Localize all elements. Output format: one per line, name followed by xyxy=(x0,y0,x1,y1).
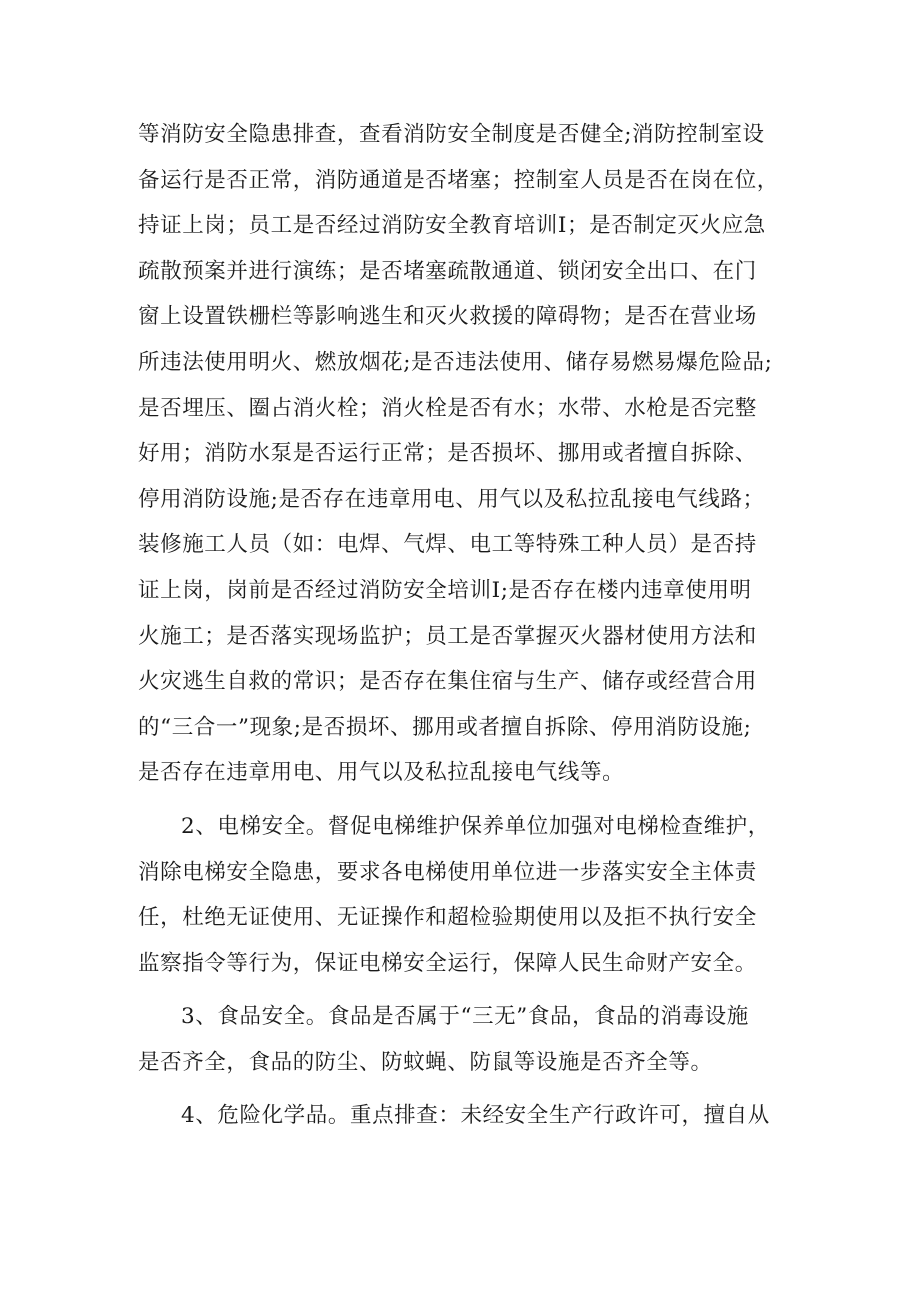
text-line: 3、食品安全。食品是否属于“三无”食品，食品的消毒设施 xyxy=(181,1004,749,1030)
text-line: 任，杜绝无证使用、无证操作和超检验期使用以及拒不执行安全 xyxy=(138,905,757,931)
text-line: 疏散预案并进行演练；是否堵塞疏散通道、锁闭安全出口、在门 xyxy=(138,258,757,284)
text-line: 的“三合一”现象;是否损坏、挪用或者擅自拆除、停用消防设施; xyxy=(138,714,752,740)
text-line: 是否存在违章用电、用气以及私拉乱接电气线等。 xyxy=(138,760,625,786)
text-line: 是否齐全，食品的防尘、防蚊蝇、防鼠等设施是否齐全等。 xyxy=(138,1049,713,1075)
body-text xyxy=(138,112,790,1139)
text-line: 备运行是否正常，消防通道是否堵塞；控制室人员是否在岗在位， xyxy=(138,167,779,193)
text-line: 停用消防设施;是否存在违章用电、用气以及私拉乱接电气线路； xyxy=(138,486,765,512)
text-line: 监察指令等行为，保证电梯安全运行，保障人民生命财产安全。 xyxy=(138,950,757,976)
text-line: 消除电梯安全隐患，要求各电梯使用单位进一步落实安全主体责 xyxy=(138,859,757,885)
text-line: 装修施工人员（如：电焊、气焊、电工等特殊工种人员）是否持 xyxy=(138,532,757,558)
text-line: 2、电梯安全。督促电梯维护保养单位加强对电梯检查维护， xyxy=(181,813,770,839)
text-line: 窗上设置铁栅栏等影响逃生和灭火救援的障碍物；是否在营业场 xyxy=(138,304,757,330)
text-line: 火施工；是否落实现场监护；员工是否掌握灭火器材使用方法和 xyxy=(138,623,757,649)
text-line: 等消防安全隐患排查，查看消防安全制度是否健全;消防控制室设 xyxy=(138,122,765,147)
text-line: 证上岗，岗前是否经过消防安全培训I;是否存在楼内违章使用明 xyxy=(138,577,752,603)
text-line: 所违法使用明火、燃放烟花;是否违法使用、储存易燃易爆危险品; xyxy=(138,349,773,375)
text-line: 4、危险化学品。重点排查：未经安全生产行政许可，擅自从 xyxy=(181,1103,770,1129)
paragraph-gap xyxy=(138,986,790,994)
text-line: 持证上岗；员工是否经过消防安全教育培训I；是否制定灭火应急 xyxy=(138,213,766,239)
paragraph-gap xyxy=(138,1085,790,1093)
text-line: 火灾逃生自救的常识；是否存在集住宿与生产、储存或经营合用 xyxy=(138,669,757,695)
text-line: 好用；消防水泵是否运行正常；是否损坏、挪用或者擅自拆除、 xyxy=(138,441,757,467)
paragraph-gap xyxy=(138,796,790,804)
text-line: 是否埋压、圈占消火栓；消火栓是否有水；水带、水枪是否完整 xyxy=(138,395,757,421)
